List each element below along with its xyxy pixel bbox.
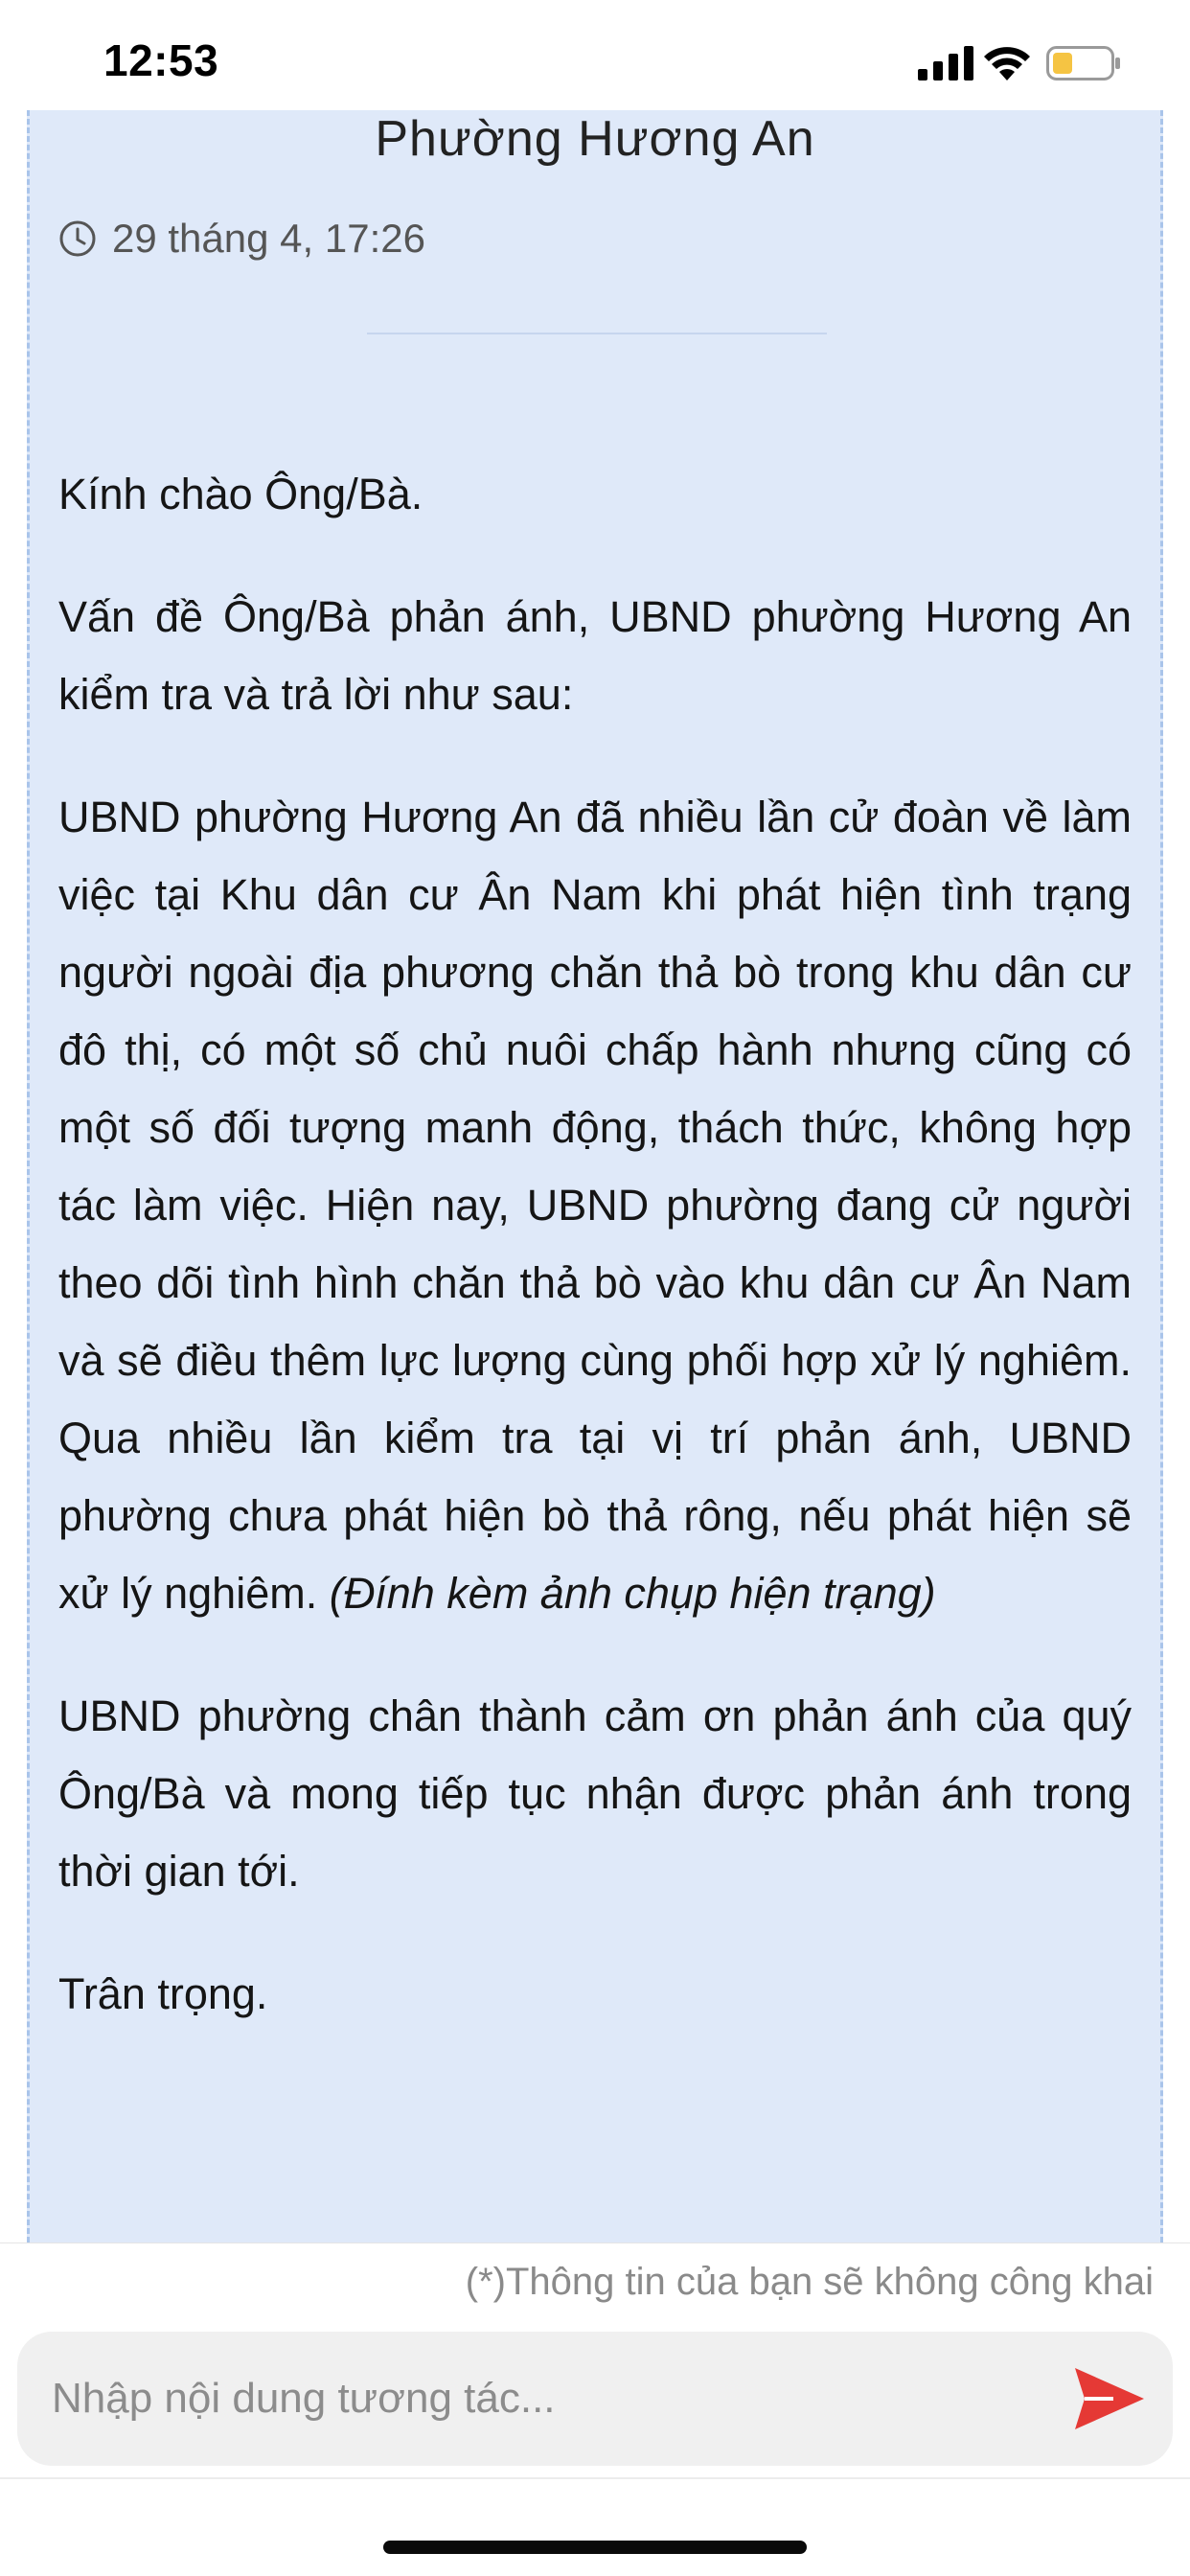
interaction-footer [0,2242,1190,2576]
response-body [58,455,1132,2078]
status-time: 12:53 [103,35,219,85]
intro-paragraph: Vấn đề Ông/Bà phản ánh, UBND phường Hương An kiểm tra và trả lời như sau: [58,592,1132,719]
closing-paragraph: Trân trọng. [58,1969,268,2018]
send-button[interactable] [1071,2362,1148,2435]
status-bar [0,0,1190,110]
main-paragraph [58,778,1132,1632]
response-date [58,216,425,262]
date-text: 29 tháng 4, 17:26 [112,216,425,261]
greeting-paragraph: Kính chào Ông/Bà. [58,470,423,518]
send-icon [1071,2362,1148,2435]
interaction-input[interactable] [52,2332,1010,2466]
privacy-note: (*)Thông tin của bạn sẽ không công khai [465,2261,1154,2303]
attachment-note: (Đính kèm ảnh chụp hiện trạng) [329,1569,936,1618]
message-composer [17,2332,1173,2466]
ward-title: Phường Hương An [375,111,815,167]
main-paragraph-text: UBND phường Hương An đã nhiều lần cử đoàn về làm việc tại Khu dân cư Ân Nam khi phát hiện tình trạng người ngoài địa phương chăn thả bò trong khu dân cư đô thị, có một số chủ nuôi chấp hành nhưng cũng có một số đối tượng manh động, thách thức, không hợp tác làm việc. Hiện nay, UBND phường đang cử người theo dõi tình hình chăn thả bò vào khu dân cư Ân Nam và sẽ điều thêm lực lượng cùng phối hợp xử lý nghiêm. Qua nhiều lần kiểm tra tại vị trí phản ánh, UBND phường chưa phát hiện bò thả rông, nếu phát hiện sẽ xử lý nghiêm. [58,793,1132,1618]
cellular-signal-icon [918,46,973,80]
clock-icon [58,219,97,258]
title-divider [367,333,827,334]
response-card [27,110,1163,2242]
battery-icon [1046,46,1121,80]
home-indicator[interactable] [383,2541,807,2554]
wifi-icon [983,44,1031,80]
footer-divider [0,2477,1190,2479]
thanks-paragraph: UBND phường chân thành cảm ơn phản ánh của quý Ông/Bà và mong tiếp tục nhận được phản ánh trong thời gian tới. [58,1691,1132,1896]
